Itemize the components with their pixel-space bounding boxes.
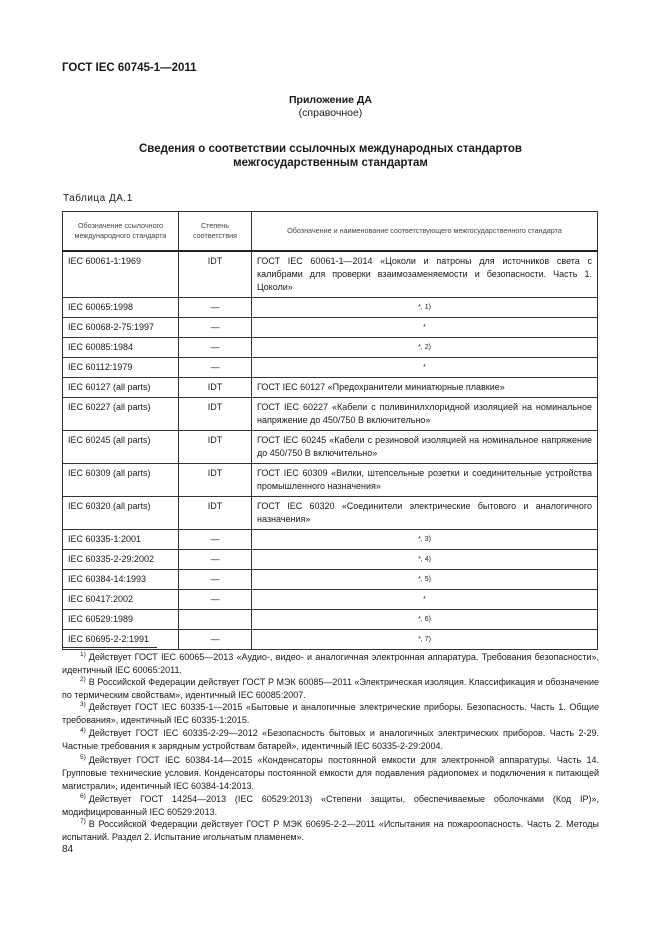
cell-international-standard: IEC 60695-2-2:1991 (63, 630, 179, 650)
footnote-text: Действует ГОСТ IEC 60335-2-29—2012 «Безопасность бытовых и аналогичных электрических приборов. Часть 2-29. Частные требования к зарядным устройствам батарей», идентичный IEC 60335-2-29:2004. (62, 728, 599, 751)
table-row (63, 251, 598, 298)
cell-interstate-standard: ГОСТ IEC 60320 «Соединители электрические бытового и аналогичного назначения» (252, 497, 598, 530)
cell-interstate-standard: *, 4) (252, 550, 598, 570)
table-row (63, 378, 598, 398)
cell-degree: — (179, 530, 252, 550)
table-row (63, 358, 598, 378)
appendix-title: Приложение ДА (289, 94, 372, 106)
cell-degree: IDT (179, 251, 252, 298)
footnote-number: 7) (80, 818, 86, 825)
cell-international-standard: IEC 60068-2-75:1997 (63, 318, 179, 338)
cell-degree: — (179, 338, 252, 358)
table-row (63, 590, 598, 610)
cell-international-standard: IEC 60384-14:1993 (63, 570, 179, 590)
cell-international-standard: IEC 60335-1:2001 (63, 530, 179, 550)
footnote (62, 724, 599, 753)
cell-degree: — (179, 590, 252, 610)
cell-degree (179, 610, 252, 630)
cell-interstate-standard: * (252, 590, 598, 610)
cell-international-standard: IEC 60112:1979 (63, 358, 179, 378)
cell-interstate-standard: *, 6) (252, 610, 598, 630)
cell-interstate-standard: *, 2) (252, 338, 598, 358)
cell-degree: IDT (179, 497, 252, 530)
cell-interstate-standard: ГОСТ IEC 60309 «Вилки, штепсельные розетки и соединительные устройства промышленного назначения» (252, 464, 598, 497)
table-row (63, 610, 598, 630)
cell-international-standard: IEC 60320 (all parts) (63, 497, 179, 530)
table-row (63, 431, 598, 464)
cell-international-standard: IEC 60309 (all parts) (63, 464, 179, 497)
footnote-text: Действует ГОСТ 14254—2013 (IEC 60529:2013) «Степени защиты, обеспечиваемые оболочками (Код IP)», модифицированный IEC 60529:2013. (62, 794, 599, 817)
cell-international-standard: IEC 60227 (all parts) (63, 398, 179, 431)
document-code: ГОСТ IEC 60745-1—2011 (62, 62, 197, 74)
cell-international-standard: IEC 60245 (all parts) (63, 431, 179, 464)
cell-interstate-standard: ГОСТ IEC 60227 «Кабели с поливинилхлоридной изоляцией на номинальное напряжение до 450/750 В включительно» (252, 398, 598, 431)
cell-degree: IDT (179, 398, 252, 431)
table-row (63, 338, 598, 358)
cell-international-standard: IEC 60085:1984 (63, 338, 179, 358)
footnote-text: Действует ГОСТ IEC 60335-1—2015 «Бытовые и аналогичные электрические приборы. Безопасность. Часть 1. Общие требования», идентичный IEC 60335-1:2015. (62, 702, 599, 725)
cell-interstate-standard: *, 7) (252, 630, 598, 650)
header-degree: Степень соответствия (179, 212, 252, 252)
cell-degree: IDT (179, 464, 252, 497)
table-row (63, 550, 598, 570)
footnote-number: 6) (80, 793, 86, 800)
table-row (63, 497, 598, 530)
cell-degree: IDT (179, 378, 252, 398)
footnote (62, 698, 599, 727)
cell-degree: — (179, 318, 252, 338)
table-row (63, 570, 598, 590)
appendix-kind: (справочное) (298, 107, 363, 119)
cell-interstate-standard: ГОСТ IEC 60245 «Кабели с резиновой изоляцией на номинальное напряжение до 450/750 В включительно» (252, 431, 598, 464)
cell-international-standard: IEC 60335-2-29:2002 (63, 550, 179, 570)
section-title-line-1: Сведения о соответствии ссылочных международных стандартов (138, 143, 522, 155)
cell-interstate-standard: ГОСТ IEC 60127 «Предохранители миниатюрные плавкие» (252, 378, 598, 398)
cell-international-standard: IEC 60417:2002 (63, 590, 179, 610)
cell-degree: — (179, 298, 252, 318)
cell-international-standard: IEC 60061-1:1969 (63, 251, 179, 298)
footnote-number: 4) (80, 727, 86, 734)
footnote-text: Действует ГОСТ IEC 60065—2013 «Аудио-, видео- и аналогичная электронная аппаратура. Требования безопасности», идентичный IEC 60065:2011. (62, 652, 599, 675)
cell-degree: — (179, 550, 252, 570)
cell-international-standard: IEC 60065:1998 (63, 298, 179, 318)
cell-degree: — (179, 630, 252, 650)
cell-interstate-standard: * (252, 318, 598, 338)
cell-interstate-standard: ГОСТ IEC 60061-1—2014 «Цоколи и патроны для источников света с калибрами для проверки взаимозаменяемости и безопасности. Часть 1. Цоколи» (252, 251, 598, 298)
cell-interstate-standard: *, 5) (252, 570, 598, 590)
cell-international-standard: IEC 60127 (all parts) (63, 378, 179, 398)
table-row (63, 298, 598, 318)
cell-interstate-standard: *, 3) (252, 530, 598, 550)
table-row (63, 530, 598, 550)
footnote-text: В Российской Федерации действует ГОСТ Р МЭК 60695-2-2—2011 «Испытания на пожароопасность. Часть 2. Методы испытаний. Раздел 2. Испытание игольчатым пламенем». (62, 819, 599, 842)
footnote (62, 751, 599, 793)
cell-interstate-standard: *, 1) (252, 298, 598, 318)
cell-degree: IDT (179, 431, 252, 464)
cell-degree: — (179, 358, 252, 378)
section-title-line-2: межгосударственным стандартам (233, 157, 428, 169)
header-international-standard: Обозначение ссылочного международного стандарта (63, 212, 179, 252)
footnote-number: 1) (80, 651, 86, 658)
cell-international-standard: IEC 60529:1989 (63, 610, 179, 630)
page-number: 84 (62, 844, 74, 855)
footnote-number: 2) (80, 676, 86, 683)
footnote (62, 815, 599, 844)
correspondence-table (62, 211, 598, 650)
header-interstate-standard: Обозначение и наименование соответствующего межгосударственного стандарта (252, 212, 598, 252)
table-row (63, 398, 598, 431)
cell-interstate-standard: * (252, 358, 598, 378)
footnote-number: 3) (80, 701, 86, 708)
footnote-number: 5) (80, 754, 86, 761)
table-body (63, 251, 598, 650)
table-caption: Таблица ДА.1 (63, 193, 133, 204)
footnote-text: В Российской Федерации действует ГОСТ Р МЭК 60085—2011 «Электрическая изоляция. Классификация и обозначение по термическим свойствам», идентичный IEC 60085:2007. (62, 677, 599, 700)
table-header-row (63, 212, 598, 252)
table-row (63, 318, 598, 338)
cell-degree: — (179, 570, 252, 590)
table-row (63, 464, 598, 497)
footnote-text: Действует ГОСТ IEC 60384-14—2015 «Конденсаторы постоянной емкости для электронной аппаратуры. Часть 14. Групповые технические условия. Конденсаторы постоянной емкости для подавления радиопомех и подключения к питающей магистрали», идентичный IEC 60384-14:2013. (62, 755, 599, 791)
